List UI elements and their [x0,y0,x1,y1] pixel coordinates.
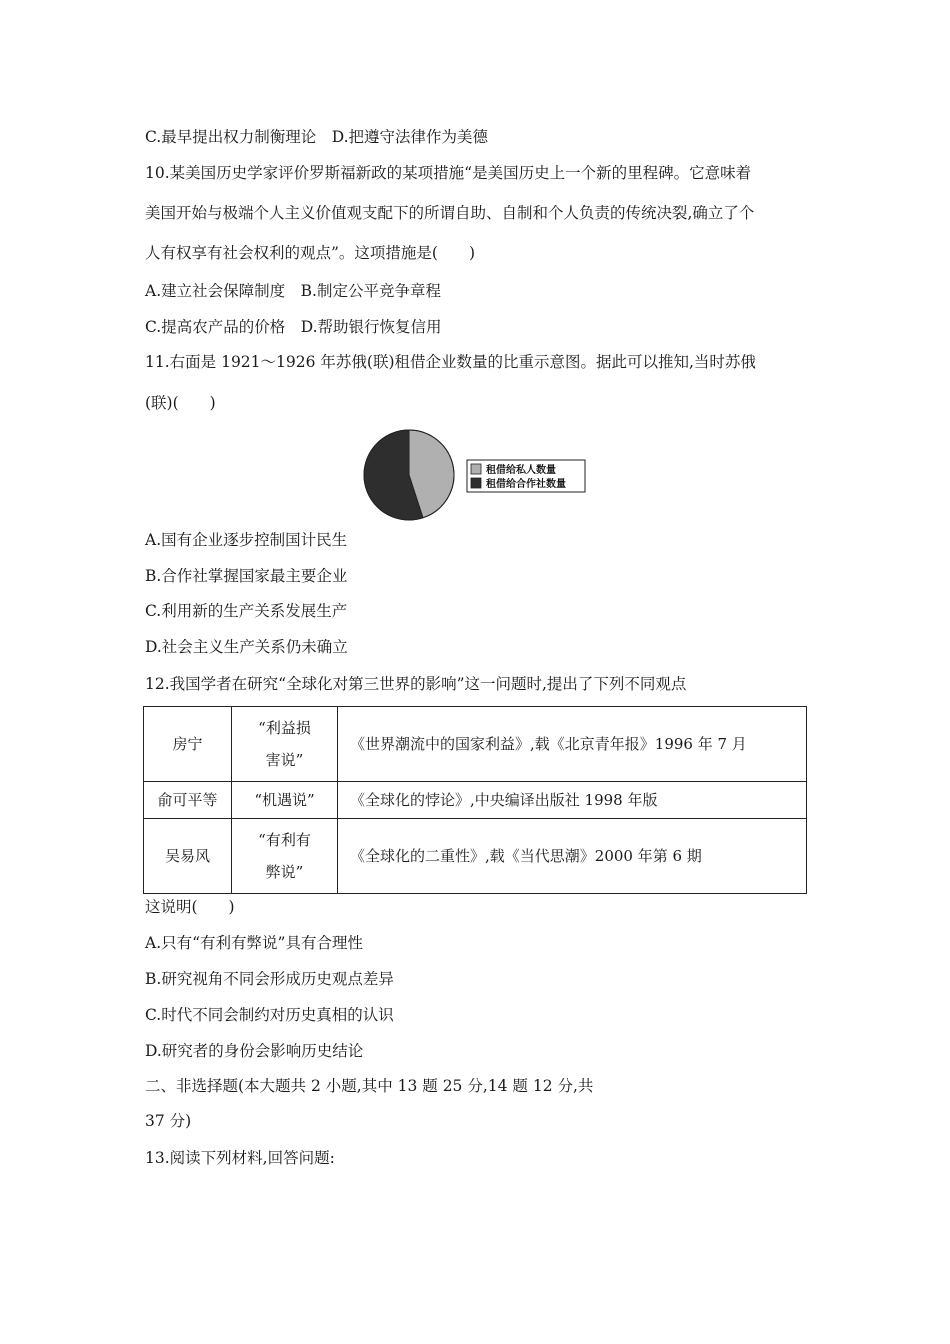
pie-chart-svg [362,428,588,522]
legend-swatch-private [471,464,481,474]
question-10-stem-1: 10.某美国历史学家评价罗斯福新政的某项措施“是美国历史上一个新的里程碑。它意味着 [145,164,752,182]
scholar-cell: 房宁 [144,707,232,782]
view-text-2: 弊说” [265,863,304,881]
option-12a: A.只有“有利有弊说”具有合理性 [145,934,363,952]
option-11a: A.国有企业逐步控制国计民生 [145,531,348,549]
line-q9-option-cd: C.最早提出权力制衡理论 D.把遵守法律作为美德 [145,128,489,146]
view-text-1: “利益损 [258,719,311,737]
option-11b: B.合作社掌握国家最主要企业 [145,567,348,585]
table-row [144,782,807,819]
question-12-stem: 12.我国学者在研究“全球化对第三世界的影响”这一问题时,提出了下列不同观点 [145,675,687,693]
scholar-cell: 俞可平等 [144,782,232,819]
option-12b: B.研究视角不同会形成历史观点差异 [145,970,394,988]
table-row [144,707,807,782]
question-11-stem-2: (联)( ) [145,394,216,412]
view-cell [232,707,338,782]
question-10-stem-2: 美国开始与极端个人主义价值观支配下的所谓自助、自制和个人负责的传统决裂,确立了个 [145,204,755,222]
legend [467,460,585,492]
question-11-stem-1: 11.右面是 1921～1926 年苏俄(联)租借企业数量的比重示意图。据此可以推知,当时苏俄 [145,353,756,371]
scholar-cell: 吴易风 [144,819,232,894]
lease-pie-chart [362,428,588,522]
legend-swatch-cooperative [471,478,481,488]
section-2-heading-2: 37 分) [145,1112,192,1130]
option-11c: C.利用新的生产关系发展生产 [145,602,348,620]
source-cell: 《全球化的二重性》,载《当代思潮》2000 年第 6 期 [338,819,807,894]
question-13-stem: 13.阅读下列材料,回答问题: [145,1149,335,1167]
question-10-option-ab: A.建立社会保障制度 B.制定公平竞争章程 [145,282,441,300]
option-12d: D.研究者的身份会影响历史结论 [145,1042,364,1060]
view-cell: “机遇说” [232,782,338,819]
source-cell: 《全球化的悖论》,中央编译出版社 1998 年版 [338,782,807,819]
option-12c: C.时代不同会制约对历史真相的认识 [145,1006,394,1024]
table-row [144,819,807,894]
option-11d: D.社会主义生产关系仍未确立 [145,638,348,656]
view-text-1: “有利有 [258,831,311,849]
question-12-prompt: 这说明( ) [145,898,235,916]
section-2-heading-1: 二、非选择题(本大题共 2 小题,其中 13 题 25 分,14 题 12 分,共 [145,1077,594,1095]
scholar-views-table [143,706,807,894]
view-cell [232,819,338,894]
legend-label-private: 租借给私人数量 [486,465,556,476]
source-cell: 《世界潮流中的国家利益》,载《北京青年报》1996 年 7 月 [338,707,807,782]
legend-label-cooperative: 租借给合作社数量 [486,479,566,490]
question-10-stem-3: 人有权享有社会权利的观点”。这项措施是( ) [145,244,476,262]
question-10-option-cd: C.提高农产品的价格 D.帮助银行恢复信用 [145,318,442,336]
view-text-2: 害说” [265,751,304,769]
